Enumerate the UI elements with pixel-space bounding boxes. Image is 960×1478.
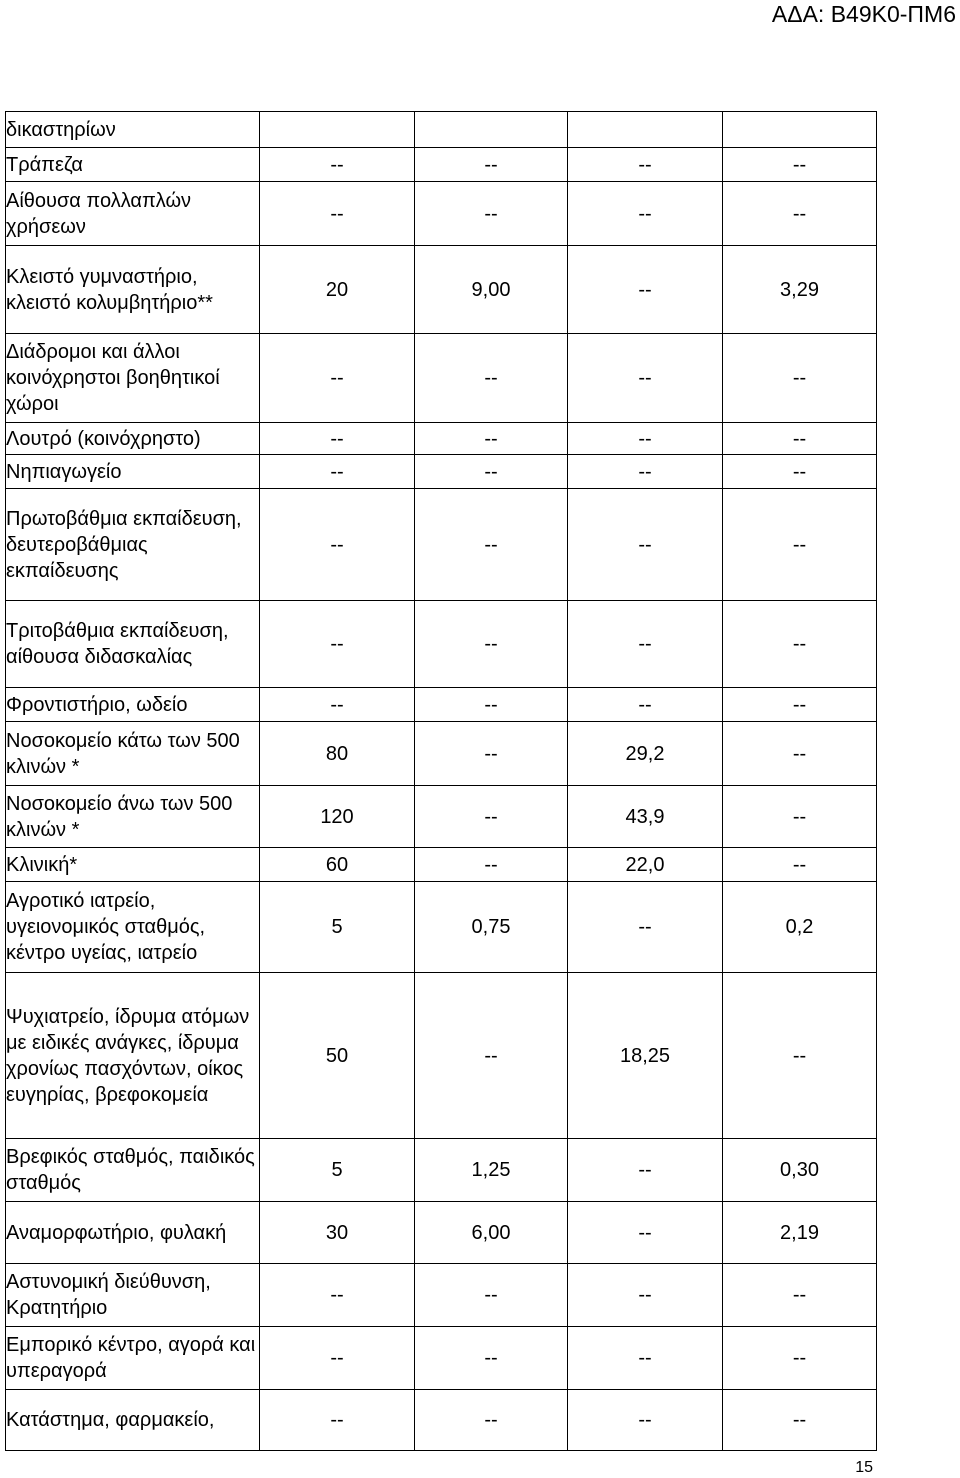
table-row <box>6 334 877 423</box>
row-label: Αστυνομική διεύθυνση, Κρατητήριο <box>6 1264 260 1327</box>
table-row <box>6 882 877 973</box>
row-label: Φροντιστήριο, ωδείο <box>6 688 260 722</box>
cell-value: -- <box>415 334 568 423</box>
table-row <box>6 601 877 688</box>
cell-value: -- <box>568 148 723 182</box>
table-row <box>6 1202 877 1264</box>
table-row <box>6 786 877 848</box>
cell-value: 30 <box>260 1202 415 1264</box>
row-label: Λουτρό (κοινόχρηστο) <box>6 423 260 455</box>
cell-value: -- <box>723 1264 877 1327</box>
row-label: Νοσοκομείο άνω των 500 κλινών * <box>6 786 260 848</box>
cell-value: 20 <box>260 246 415 334</box>
cell-value: -- <box>723 973 877 1139</box>
cell-value: -- <box>568 489 723 601</box>
cell-value: -- <box>568 455 723 489</box>
row-label: Τριτοβάθμια εκπαίδευση, αίθουσα διδασκαλίας <box>6 601 260 688</box>
cell-value: -- <box>723 148 877 182</box>
row-label: Νηπιαγωγείο <box>6 455 260 489</box>
cell-value: -- <box>260 182 415 246</box>
cell-value <box>415 112 568 148</box>
row-label: δικαστηρίων <box>6 112 260 148</box>
row-label: Νοσοκομείο κάτω των 500 κλινών * <box>6 722 260 786</box>
cell-value: 0,30 <box>723 1139 877 1202</box>
row-label: Κλινική* <box>6 848 260 882</box>
row-label: Εμπορικό κέντρο, αγορά και υπεραγορά <box>6 1327 260 1390</box>
cell-value: -- <box>260 455 415 489</box>
cell-value: 0,2 <box>723 882 877 973</box>
table-row <box>6 112 877 148</box>
cell-value <box>568 112 723 148</box>
cell-value <box>260 112 415 148</box>
cell-value: -- <box>723 786 877 848</box>
table-row <box>6 455 877 489</box>
cell-value: 1,25 <box>415 1139 568 1202</box>
cell-value: -- <box>260 1327 415 1390</box>
row-label: Διάδρομοι και άλλοι κοινόχρηστοι βοηθητικοί χώροι <box>6 334 260 423</box>
table-row <box>6 246 877 334</box>
table-row <box>6 973 877 1139</box>
cell-value: -- <box>568 1390 723 1451</box>
cell-value: -- <box>723 455 877 489</box>
cell-value: 18,25 <box>568 973 723 1139</box>
table-row <box>6 722 877 786</box>
cell-value: 2,19 <box>723 1202 877 1264</box>
table-row <box>6 423 877 455</box>
cell-value: -- <box>415 1264 568 1327</box>
cell-value: -- <box>415 489 568 601</box>
cell-value: 5 <box>260 1139 415 1202</box>
cell-value <box>723 112 877 148</box>
row-label: Κλειστό γυμναστήριο, κλειστό κολυμβητήριο** <box>6 246 260 334</box>
cell-value: 5 <box>260 882 415 973</box>
table-row <box>6 688 877 722</box>
cell-value: -- <box>723 1327 877 1390</box>
table-row <box>6 1139 877 1202</box>
requirements-table <box>5 111 877 1451</box>
cell-value: -- <box>568 688 723 722</box>
row-label: Αγροτικό ιατρείο, υγειονομικός σταθμός, κέντρο υγείας, ιατρείο <box>6 882 260 973</box>
row-label: Αίθουσα πολλαπλών χρήσεων <box>6 182 260 246</box>
cell-value: -- <box>415 455 568 489</box>
cell-value: -- <box>723 601 877 688</box>
table-row <box>6 1327 877 1390</box>
cell-value: 6,00 <box>415 1202 568 1264</box>
cell-value: -- <box>415 722 568 786</box>
row-label: Βρεφικός σταθμός, παιδικός σταθμός <box>6 1139 260 1202</box>
table-row <box>6 1390 877 1451</box>
cell-value: -- <box>568 334 723 423</box>
cell-value: -- <box>415 182 568 246</box>
cell-value: -- <box>260 688 415 722</box>
row-label: Ψυχιατρείο, ίδρυμα ατόμων με ειδικές ανάγκες, ίδρυμα χρονίως πασχόντων, οίκος ευγηρίας, βρεφοκομεία <box>6 973 260 1139</box>
row-label: Τράπεζα <box>6 148 260 182</box>
cell-value: -- <box>568 1264 723 1327</box>
cell-value: -- <box>415 601 568 688</box>
cell-value: 80 <box>260 722 415 786</box>
table-row <box>6 148 877 182</box>
cell-value: 60 <box>260 848 415 882</box>
cell-value: -- <box>415 1390 568 1451</box>
table-row <box>6 182 877 246</box>
cell-value: 50 <box>260 973 415 1139</box>
cell-value: -- <box>260 334 415 423</box>
cell-value: -- <box>415 423 568 455</box>
cell-value: 0,75 <box>415 882 568 973</box>
table-row <box>6 489 877 601</box>
cell-value: -- <box>568 882 723 973</box>
cell-value: -- <box>260 148 415 182</box>
cell-value: -- <box>260 1390 415 1451</box>
row-label: Κατάστημα, φαρμακείο, <box>6 1390 260 1451</box>
cell-value: -- <box>568 601 723 688</box>
cell-value: -- <box>723 848 877 882</box>
cell-value: -- <box>260 601 415 688</box>
cell-value: -- <box>568 246 723 334</box>
cell-value: 29,2 <box>568 722 723 786</box>
cell-value: -- <box>568 423 723 455</box>
cell-value: -- <box>415 688 568 722</box>
row-label: Αναμορφωτήριο, φυλακή <box>6 1202 260 1264</box>
cell-value: -- <box>723 489 877 601</box>
cell-value: -- <box>568 1327 723 1390</box>
cell-value: 3,29 <box>723 246 877 334</box>
table-row <box>6 1264 877 1327</box>
cell-value: -- <box>723 182 877 246</box>
cell-value: -- <box>568 182 723 246</box>
table-row <box>6 848 877 882</box>
cell-value: -- <box>723 722 877 786</box>
cell-value: -- <box>415 973 568 1139</box>
cell-value: 120 <box>260 786 415 848</box>
cell-value: -- <box>568 1202 723 1264</box>
cell-value: 9,00 <box>415 246 568 334</box>
cell-value: -- <box>260 423 415 455</box>
ada-code: ΑΔΑ: Β49Κ0-ΠΜ6 <box>771 1 956 27</box>
row-label: Πρωτοβάθμια εκπαίδευση, δευτεροβάθμιας εκπαίδευσης <box>6 489 260 601</box>
cell-value: 43,9 <box>568 786 723 848</box>
cell-value: -- <box>415 148 568 182</box>
cell-value: -- <box>723 334 877 423</box>
cell-value: -- <box>723 1390 877 1451</box>
page-number: 15 <box>855 1459 873 1476</box>
cell-value: -- <box>415 1327 568 1390</box>
cell-value: 22,0 <box>568 848 723 882</box>
cell-value: -- <box>415 848 568 882</box>
cell-value: -- <box>723 423 877 455</box>
cell-value: -- <box>723 688 877 722</box>
cell-value: -- <box>568 1139 723 1202</box>
cell-value: -- <box>260 1264 415 1327</box>
cell-value: -- <box>260 489 415 601</box>
cell-value: -- <box>415 786 568 848</box>
